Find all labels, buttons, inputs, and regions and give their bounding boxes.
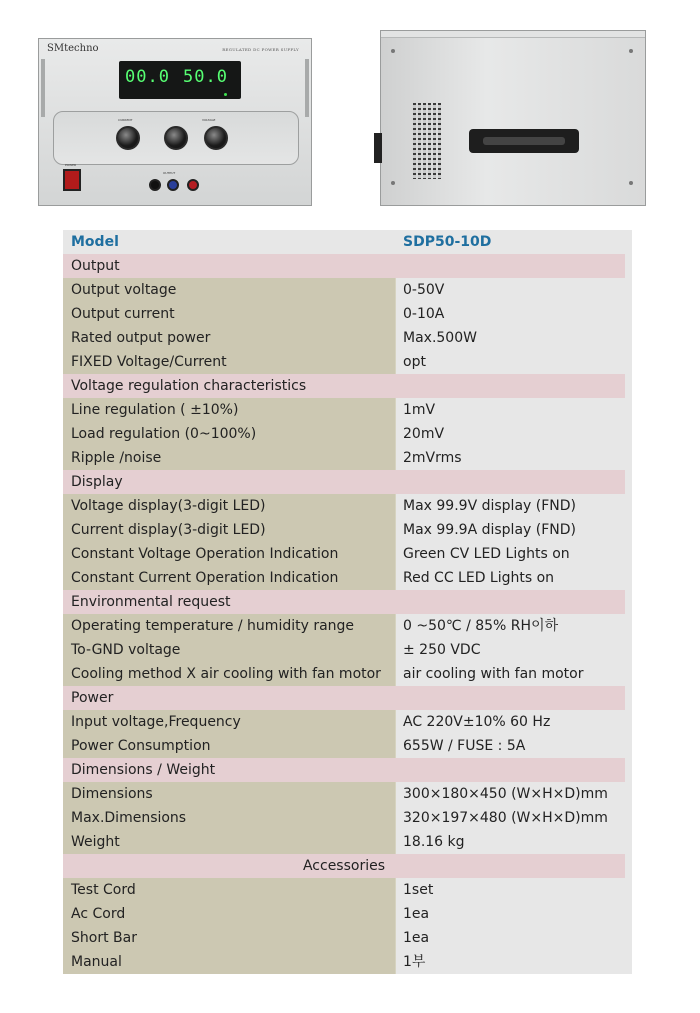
vent-slot (438, 103, 441, 179)
spec-key: Max.Dimensions (63, 806, 396, 830)
spec-row (63, 566, 625, 590)
spec-value: 0-50V (396, 278, 625, 302)
spec-key: Manual (63, 950, 396, 974)
spec-key: Constant Current Operation Indication (63, 566, 396, 590)
spec-value: 1ea (396, 926, 625, 950)
power-label: POWER (65, 163, 77, 167)
vent-slot (418, 103, 421, 179)
spec-key: Weight (63, 830, 396, 854)
vent-slot (413, 103, 416, 179)
section-label: Power (71, 690, 114, 706)
vent-slot (423, 103, 426, 179)
model-label: Model (63, 230, 396, 254)
spec-row (63, 950, 625, 974)
screw-icon (629, 181, 633, 185)
spec-value: Max.500W (396, 326, 625, 350)
spec-row (63, 518, 625, 542)
control-recess (53, 111, 299, 165)
spec-key: Load regulation (0~100%) (63, 422, 396, 446)
voltage-fine-knob (204, 126, 228, 150)
spec-row (63, 350, 625, 374)
spec-value: 1set (396, 878, 625, 902)
spec-value: 320×197×480 (W×H×D)mm (396, 806, 625, 830)
product-photos (0, 0, 700, 222)
spec-row (63, 830, 625, 854)
section-row (63, 758, 625, 782)
chassis-top-edge (381, 31, 645, 38)
spec-key: Cooling method X air cooling with fan motor (63, 662, 396, 686)
spec-row (63, 662, 625, 686)
carry-handle (469, 129, 579, 153)
spec-key: Rated output power (63, 326, 396, 350)
current-fine-knob (116, 126, 140, 150)
spec-value: ± 250 VDC (396, 638, 625, 662)
spec-value: 655W / FUSE : 5A (396, 734, 625, 758)
spec-row (63, 278, 625, 302)
spec-row (63, 710, 625, 734)
spec-value: 1부 (396, 950, 625, 974)
spec-row (63, 542, 625, 566)
spec-table (63, 230, 632, 974)
spec-key: Constant Voltage Operation Indication (63, 542, 396, 566)
spec-key: FIXED Voltage/Current (63, 350, 396, 374)
section-row (63, 854, 625, 878)
spec-row (63, 782, 625, 806)
spec-row (63, 446, 625, 470)
voltage-coarse-knob (164, 126, 188, 150)
spec-value: Green CV LED Lights on (396, 542, 625, 566)
voltage-readout: 50.0 (183, 67, 228, 87)
spec-key: Test Cord (63, 878, 396, 902)
spec-key: Current display(3-digit LED) (63, 518, 396, 542)
model-value: SDP50-10D (396, 230, 625, 254)
spec-value: 1ea (396, 902, 625, 926)
spec-value: Max 99.9A display (FND) (396, 518, 625, 542)
spec-key: Power Consumption (63, 734, 396, 758)
spec-value: 0 ~50℃ / 85% RH이하 (396, 614, 625, 638)
spec-key: Ripple /noise (63, 446, 396, 470)
spec-value: 2mVrms (396, 446, 625, 470)
spec-row (63, 902, 625, 926)
spec-key: Output voltage (63, 278, 396, 302)
current-knob-label: CURRENT (118, 118, 133, 122)
front-panel-photo (38, 38, 312, 206)
spec-row (63, 422, 625, 446)
spec-key: To-GND voltage (63, 638, 396, 662)
model-header-row (63, 230, 625, 254)
section-label: Accessories (302, 858, 386, 874)
spec-row (63, 734, 625, 758)
spec-value: Red CC LED Lights on (396, 566, 625, 590)
terminal-positive (187, 179, 199, 191)
panel-subtitle: REGULATED DC POWER SUPPLY (222, 47, 299, 52)
spec-value: air cooling with fan motor (396, 662, 625, 686)
spec-key: Output current (63, 302, 396, 326)
brand-logo: SMtechno (47, 43, 99, 54)
spec-key: Ac Cord (63, 902, 396, 926)
rack-ear-right (305, 59, 309, 117)
cv-led-icon (224, 93, 227, 96)
spec-value: 0-10A (396, 302, 625, 326)
spec-row (63, 614, 625, 638)
section-row (63, 590, 625, 614)
screw-icon (391, 49, 395, 53)
spec-row (63, 806, 625, 830)
rear-connector (374, 133, 382, 163)
rack-ear-left (41, 59, 45, 117)
vent-slot (428, 103, 431, 179)
section-row (63, 254, 625, 278)
current-readout: 00.0 (125, 67, 170, 87)
spec-row (63, 398, 625, 422)
spec-row (63, 926, 625, 950)
spec-row (63, 638, 625, 662)
spec-value: 300×180×450 (W×H×D)mm (396, 782, 625, 806)
section-row (63, 686, 625, 710)
spec-value: 20mV (396, 422, 625, 446)
section-row (63, 374, 625, 398)
spec-row (63, 878, 625, 902)
terminal-gnd (149, 179, 161, 191)
power-switch (63, 169, 81, 191)
spec-value: AC 220V±10% 60 Hz (396, 710, 625, 734)
screw-icon (629, 49, 633, 53)
spec-value: opt (396, 350, 625, 374)
section-label: Output (71, 258, 120, 274)
spec-row (63, 302, 625, 326)
section-label: Voltage regulation characteristics (71, 378, 307, 394)
spec-key: Short Bar (63, 926, 396, 950)
spec-row (63, 494, 625, 518)
voltage-knob-label: VOLTAGE (202, 118, 216, 122)
output-label: OUTPUT (163, 171, 176, 175)
section-label: Environmental request (71, 594, 231, 610)
spec-key: Dimensions (63, 782, 396, 806)
spec-row (63, 326, 625, 350)
section-row (63, 470, 625, 494)
led-display (119, 61, 241, 99)
spec-value: 1mV (396, 398, 625, 422)
spec-key: Line regulation ( ±10%) (63, 398, 396, 422)
spec-key: Operating temperature / humidity range (63, 614, 396, 638)
spec-value: 18.16 kg (396, 830, 625, 854)
terminal-negative (167, 179, 179, 191)
spec-value: Max 99.9V display (FND) (396, 494, 625, 518)
vent-slot (433, 103, 436, 179)
screw-icon (391, 181, 395, 185)
spec-key: Voltage display(3-digit LED) (63, 494, 396, 518)
spec-key: Input voltage,Frequency (63, 710, 396, 734)
section-label: Display (71, 474, 123, 490)
section-label: Dimensions / Weight (71, 762, 216, 778)
side-view-photo (380, 30, 646, 206)
